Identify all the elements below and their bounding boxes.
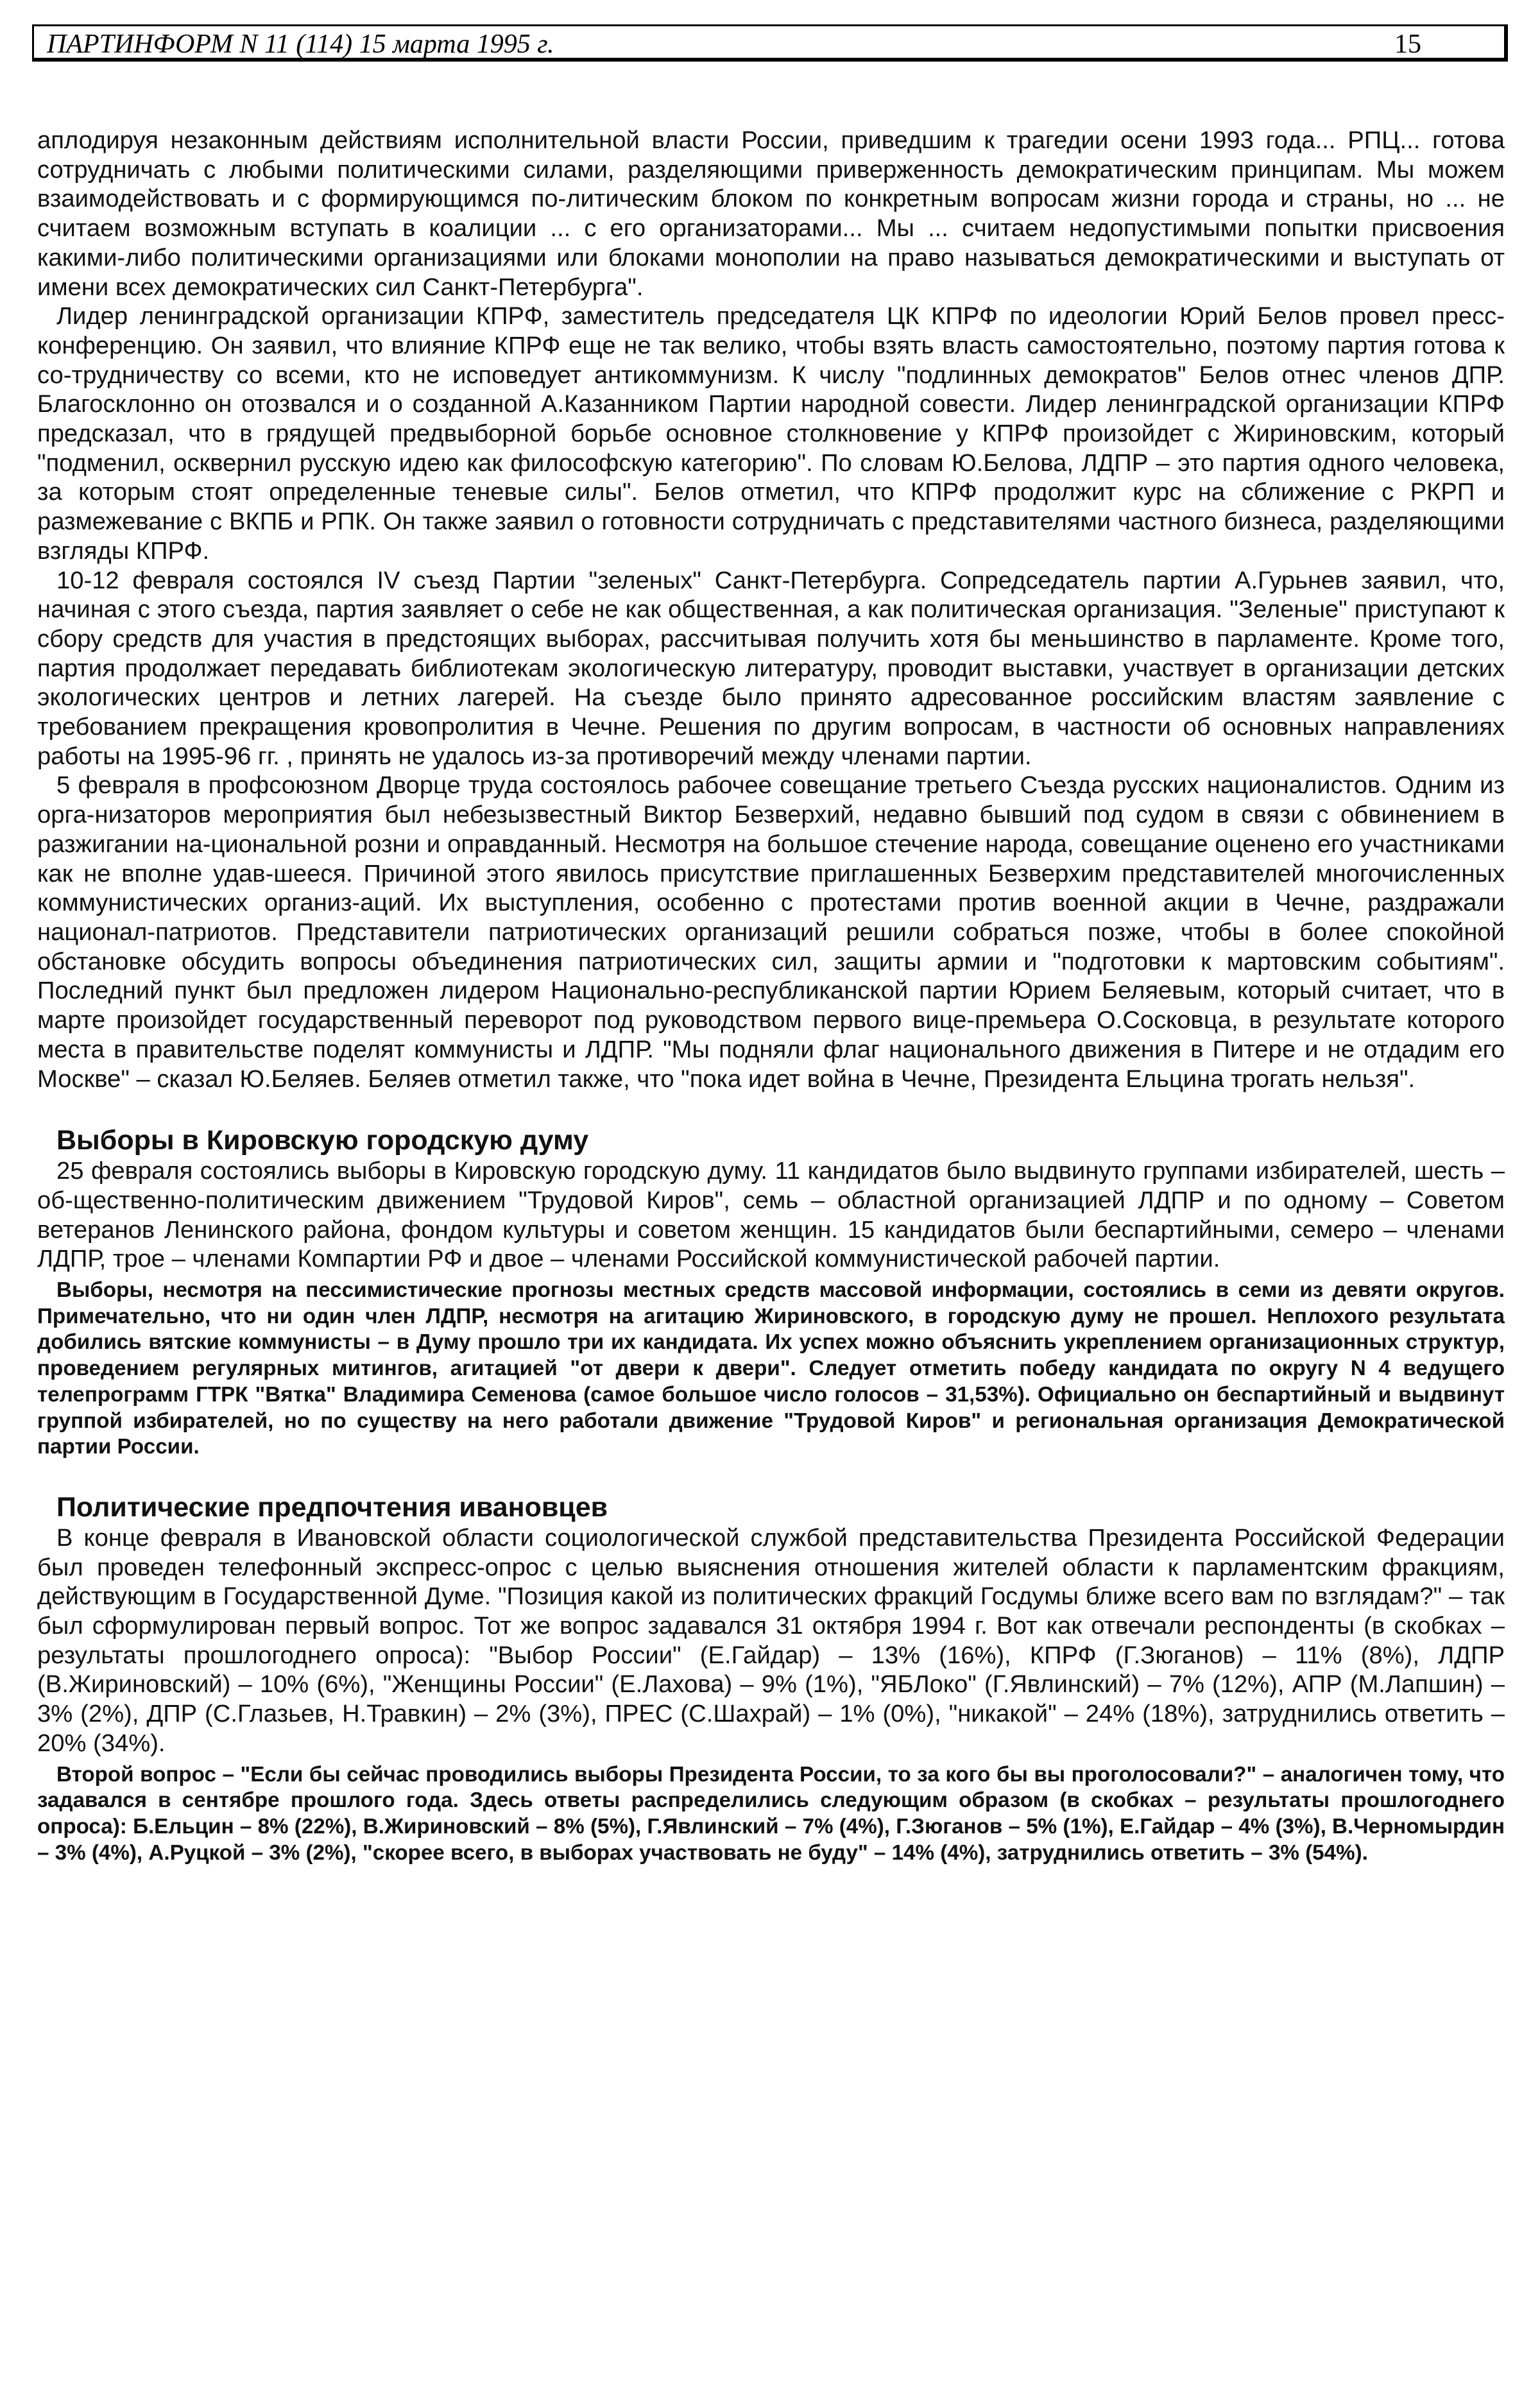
spacer (37, 1461, 1505, 1491)
publication-title: ПАРТИНФОРМ N 11 (114) 15 марта 1995 г. (47, 30, 554, 59)
paragraph: 10-12 февраля состоялся IV съезд Партии "зеленых" Санкт-Петербурга. Сопредседатель партии А.Гурьнев заявил, что, начиная с этого съезда, партия заявляет о себе не как общественная, а как политическая организация. "Зеленые" приступают к сбору средств для участия в предстоящих выборах, рассчитывая получить хотя бы меньшинство в парламенте. Кроме того, партия продолжает передавать библиотекам экологическую литературу, проводит выставки, участвует в организации детских экологических центров и летних лагерей. На съезде было принято адресованное российским властям заявление с требованием прекращения кровопролития в Чечне. Решения по другим вопросам, в частности об основных направлениях работы на 1995-96 гг. , принять не удалось из-за противоречий между членами партии. (37, 566, 1505, 770)
page-header (32, 24, 1508, 62)
article-body (37, 126, 1505, 1866)
spacer (37, 1093, 1505, 1124)
paragraph: 5 февраля в профсоюзном Дворце труда состоялось рабочее совещание третьего Съезда русских националистов. Одним из орга-низаторов мероприятия был небезызвестный Виктор Безверхий, недавно бывший под судом в связи с обвинением в разжигании на-циональной розни и оправданный. Несмотря на большое стечение народа, совещание оценено его участниками как не вполне удав-шееся. Причиной этого явилось присутствие приглашенных Безверхим представителей многочисленных коммунистических организ-аций. Их выступления, особенно с протестами против военной акции в Чечне, раздражали национал-патриотов. Представители патриотических организаций решили собраться позже, чтобы в более спокойной обстановке обсудить вопросы объединения патриотических сил, защиты армии и "подготовки к мартовским событиям". Последний пункт был предложен лидером Национально-республиканской партии Юрием Беляевым, который считает, что в марте произойдет государственный переворот под руководством первого вице-премьера О.Сосковца, в результате которого места в правительстве поделят коммунисты и ЛДПР. "Мы подняли флаг национального движения в Питере и не отдадим его Москве" – сказал Ю.Беляев. Беляев отметил также, что "пока идет война в Чечне, Президента Ельцина трогать нельзя". (37, 771, 1505, 1093)
section-heading-ivanovo: Политические предпочтения ивановцев (56, 1491, 608, 1523)
bold-paragraph: Выборы, несмотря на пессимистические прогнозы местных средств массовой информации, состоялись в семи из девяти округов. Примечательно, что ни один член ЛДПР, несмотря на агитацию Жириновского, в городскую думу не прошел. Неплохого результата добились вятские коммунисты – в Думу прошло три их кандидата. Их успех можно объяснить укреплением организационных структур, проведением регулярных митингов, агитацией "от двери к двери". Следует отметить победу кандидата по округу N 4 ведущего телепрограмм ГТРК "Вятка" Владимира Семенова (самое большое число голосов – 31,53%). Официально он беспартийный и выдвинут группой избирателей, но по существу на него работали движение "Трудовой Киров" и региональная организация Демократической партии России. (37, 1278, 1505, 1459)
paragraph: аплодируя незаконным действиям исполнительной власти России, приведшим к трагедии осени 1993 года... РПЦ... готова сотрудничать с любыми политическими силами, разделяющими приверженность демократическим принципам. Мы можем взаимодействовать и с формирующимся по-литическим блоком по конкретным вопросам жизни города и страны, но ... не считаем возможным вступать в коалиции ... с его организаторами... Мы ... считаем недопустимыми попытки присвоения какими-либо политическими организациями или блоками монополии на право называться демократическими и выступать от имени всех демократических сил Санкт-Петербурга". (37, 126, 1505, 301)
bold-paragraph: Второй вопрос – "Если бы сейчас проводились выборы Президента России, то за кого бы вы проголосовали?" – аналогичен тому, что задавался в сентябре прошлого года. Здесь ответы распределились следующим образом (в скобках – результаты прошлогоднего опроса): Б.Ельцин – 8% (22%), В.Жириновский – 8% (5%), Г.Явлинский – 7% (4%), Г.Зюганов – 5% (1%), Е.Гайдар – 4% (3%), В.Черномырдин – 3% (4%), А.Руцкой – 3% (2%), "скорее всего, в выборах участвовать не буду" – 14% (4%), затруднились ответить – 3% (54%). (37, 1762, 1505, 1865)
paragraph: Лидер ленинградской организации КПРФ, заместитель председателя ЦК КПРФ по идеологии Юрий Белов провел пресс-конференцию. Он заявил, что влияние КПРФ еще не так велико, чтобы взять власть самостоятельно, поэтому партия готова к со-трудничеству со всеми, кто не исповедует антикоммунизм. К числу "подлинных демократов" Белов отнес членов ДПР. Благосклонно он отозвался и о созданной А.Казанником Партии народной совести. Лидер ленинградской организации КПРФ предсказал, что в грядущей предвыборной борьбе основное столкновение у КПРФ произойдет с Жириновским, который "подменил, осквернил русскую идею как философскую категорию". По словам Ю.Белова, ЛДПР – это партия одного человека, за которым стоят определенные теневые силы". Белов отметил, что КПРФ продолжит курс на сближение с РКРП и размежевание с ВКПБ и РПК. Он также заявил о готовности сотрудничать с представителями частного бизнеса, разделяющими взгляды КПРФ. (37, 302, 1505, 565)
section-heading-kirov: Выборы в Кировскую городскую думу (56, 1125, 589, 1156)
paragraph: В конце февраля в Ивановской области социологической службой представительства Президента Российской Федерации был проведен телефонный экспресс-опрос с целью выяснения отношения жителей области к парламентским фракциям, действующим в Государственной Думе. "Позиция какой из политических фракций Госдумы ближе всего вам по взглядам?" – так был сформулирован первый вопрос. Тот же вопрос задавался 31 октября 1994 г. Вот как отвечали респонденты (в скобках – результаты прошлогоднего опроса): "Выбор России" (Е.Гайдар) – 13% (16%), КПРФ (Г.Зюганов) – 11% (8%), ЛДПР (В.Жириновский) – 10% (6%), "Женщины России" (Е.Лахова) – 9% (1%), "ЯБЛоко" (Г.Явлинский) – 7% (12%), АПР (М.Лапшин) – 3% (2%), ДПР (С.Глазьев, Н.Травкин) – 2% (3%), ПРЕС (С.Шахрай) – 1% (0%), "никакой" – 24% (18%), затруднились ответить – 20% (34%). (37, 1523, 1505, 1757)
page-number: 15 (1394, 30, 1421, 59)
paragraph: 25 февраля состоялись выборы в Кировскую городскую думу. 11 кандидатов было выдвинуто группами избирателей, шесть – об-щественно-политическим движением "Трудовой Киров", семь – областной организацией ЛДПР и по одному – Советом ветеранов Ленинского района, фондом культуры и советом женщин. 15 кандидатов были беспартийными, семеро – членами ЛДПР, трое – членами Компартии РФ и двое – членами Российской коммунистической рабочей партии. (37, 1157, 1505, 1273)
